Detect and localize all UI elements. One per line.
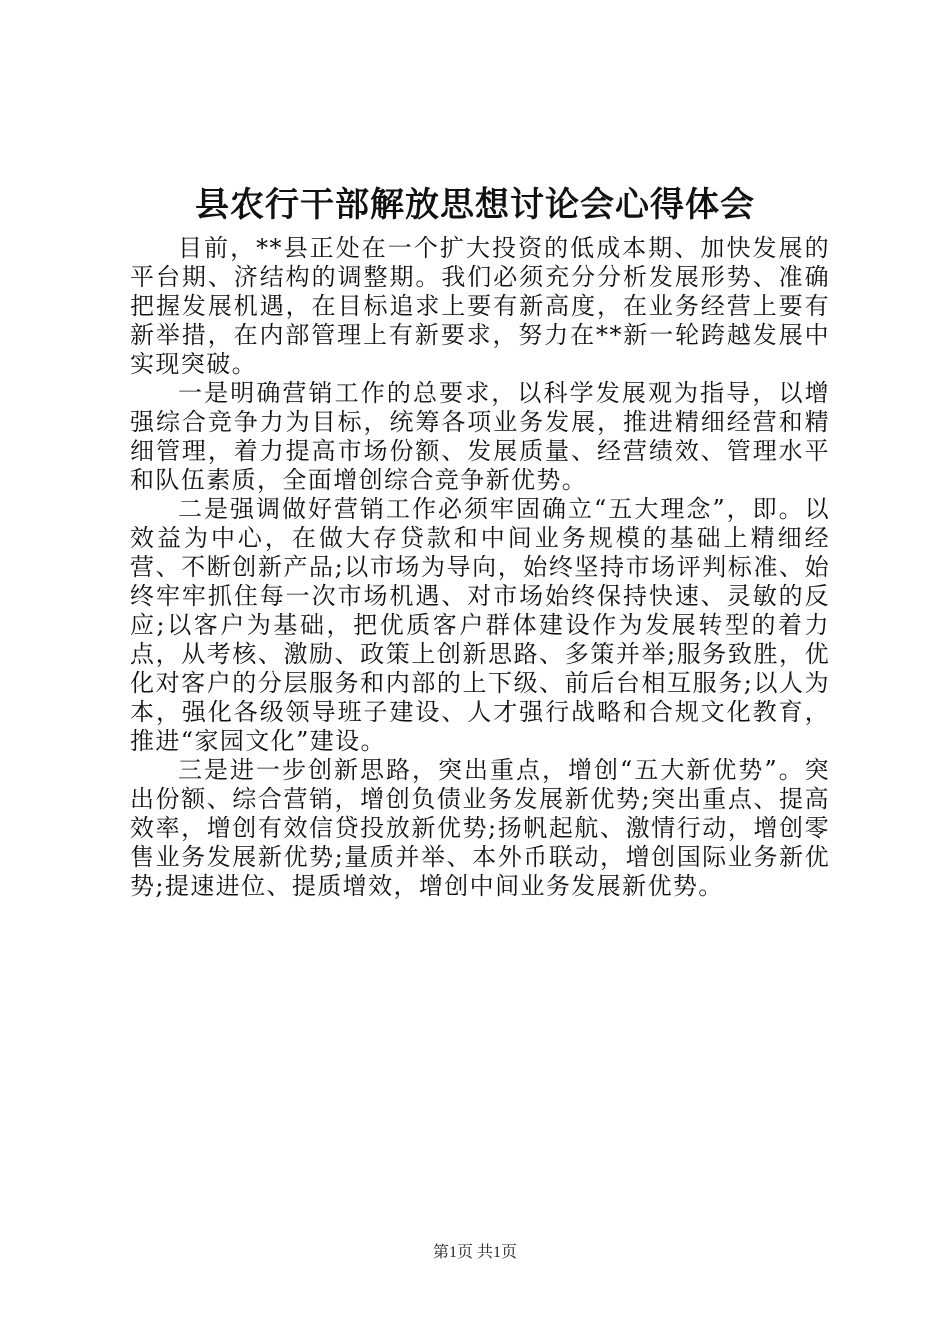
paragraph-point-one: 一是明确营销工作的总要求，以科学发展观为指导，以增强综合竞争力为目标，统筹各项业务发展，推进精细经营和精细管理，着力提高市场份额、发展质量、经营绩效、管理水平和队伍素质，全面增创综合竞争新优势。 — [130, 379, 830, 494]
paragraph-point-two: 二是强调做好营销工作必须牢固确立“五大理念”，即。以效益为中心，在做大存贷款和中间业务规模的基础上精细经营、不断创新产品;以市场为导向，始终坚持市场评判标准、始终牢牢抓住每一次市场机遇、对市场始终保持快速、灵敏的反应;以客户为基础，把优质客户群体建设作为发展转型的着力点，从考核、激励、政策上创新思路、多策并举;服务致胜，优化对客户的分层服务和内部的上下级、前后台相互服务;以人为本，强化各级领导班子建设、人才强行战略和合规文化教育，推进“家园文化”建设。 — [130, 495, 830, 755]
document-body — [130, 234, 830, 901]
page-number-footer: 第1页 共1页 — [432, 1244, 517, 1261]
paragraph-intro: 目前，**县正处在一个扩大投资的低成本期、加快发展的平台期、济结构的调整期。我们必须充分分析发展形势、准确把握发展机遇，在目标追求上要有新高度，在业务经营上要有新举措，在内部管理上有新要求，努力在**新一轮跨越发展中实现突破。 — [130, 234, 830, 378]
paragraph-point-three: 三是进一步创新思路，突出重点，增创“五大新优势”。突出份额、综合营销，增创负债业务发展新优势;突出重点、提高效率，增创有效信贷投放新优势;扬帆起航、激情行动，增创零售业务发展新优势;量质并举、本外币联动，增创国际业务新优势;提速进位、提质增效，增创中间业务发展新优势。 — [130, 756, 830, 900]
document-title: 县农行干部解放思想讨论会心得体会 — [195, 185, 755, 225]
